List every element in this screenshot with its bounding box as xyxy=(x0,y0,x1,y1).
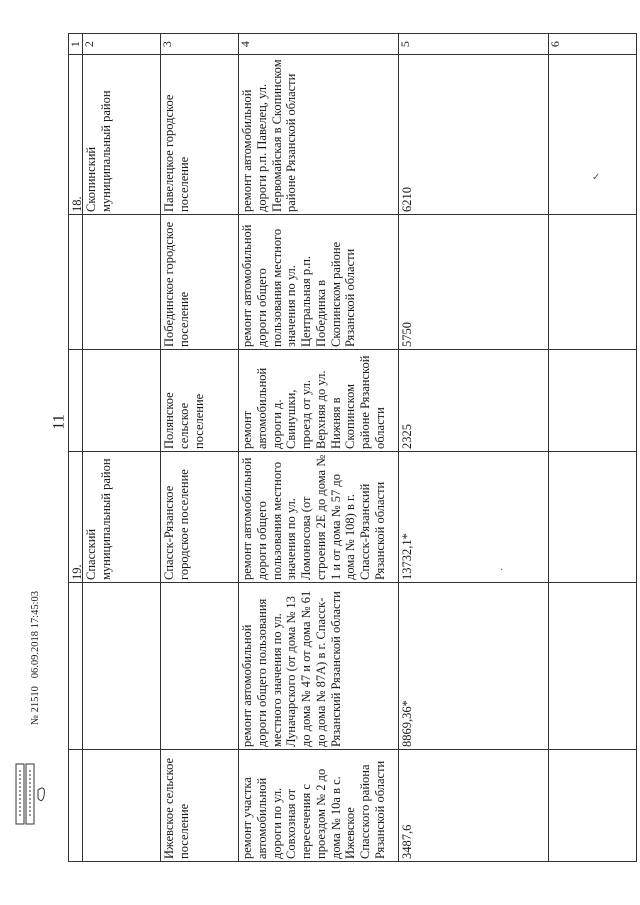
footer-stamp xyxy=(30,591,41,725)
table-row xyxy=(69,583,637,750)
column-header-text: 3 xyxy=(159,41,174,48)
cell-num-text: 18. xyxy=(70,196,84,212)
cell-work xyxy=(239,452,399,583)
cell-settlement-text: Побединское городское поселение xyxy=(162,221,191,347)
doc-datetime: 06.09.2018 17:45:03 xyxy=(30,591,41,679)
cell-num xyxy=(69,215,83,350)
cell-num xyxy=(69,452,83,583)
cell-work xyxy=(239,55,399,215)
cell-work-text: ремонт автомобильной дороги общего пользования местного значения по ул. Центральная р.п. Побединка в Скопинском районе Рязанской области xyxy=(240,224,358,347)
cell-amount xyxy=(399,750,549,862)
cell-district xyxy=(83,55,161,215)
page-number: 11 xyxy=(50,414,68,430)
table-row xyxy=(69,215,637,350)
doc-number: № 21510 xyxy=(30,686,41,725)
cell-num xyxy=(69,583,83,750)
column-header xyxy=(239,34,399,55)
cell-district-text: Спасский муниципальный район xyxy=(84,458,113,580)
cell-note xyxy=(549,583,637,750)
cell-num xyxy=(69,350,83,452)
cell-settlement-text: Полянское сельское поселение xyxy=(162,392,206,449)
cell-settlement-text: Ижевское сельское поселение xyxy=(162,757,191,859)
column-header-text: 1 xyxy=(67,41,82,48)
cell-amount-text: 6210 xyxy=(400,187,414,212)
cell-district xyxy=(83,215,161,350)
cell-num-text: 19. xyxy=(70,564,84,580)
cell-amount-text: 3487,6 xyxy=(400,824,414,859)
cell-amount xyxy=(399,55,549,215)
cell-note xyxy=(549,215,637,350)
cell-settlement xyxy=(161,55,239,215)
registry-logo-icon xyxy=(14,760,48,830)
cell-work xyxy=(239,215,399,350)
table-row xyxy=(69,350,637,452)
allocation-table xyxy=(68,33,637,862)
column-header xyxy=(549,34,637,55)
cell-work-text: ремонт автомобильной дороги общего пользования местного значения по ул. Ломоносова (от строения 2Е до дома № 1 и от дома № 57 до дома № 108) в г. Спасск-Рязанский Рязанской области xyxy=(240,454,387,580)
scan-dot-icon: · xyxy=(500,565,504,576)
table-row xyxy=(69,750,637,862)
scan-mark-icon: ✓ xyxy=(592,172,601,183)
cell-work-text: ремонт участка автомобильной дороги по ул. Совхозная от пересечения с проездом № 2 до дома № 10а в с. Ижевское Спасского района Рязанской области xyxy=(240,760,387,859)
cell-amount-text: 8869,36* xyxy=(400,700,414,747)
column-header-text: 4 xyxy=(237,41,252,48)
cell-num xyxy=(69,750,83,862)
table-row xyxy=(69,55,637,215)
column-header xyxy=(399,34,549,55)
table-row xyxy=(69,452,637,583)
cell-work-text: ремонт автомобильной дороги общего пользования местного значения по ул. Луначарского (от дома № 13 до дома № 47 и от дома № 61 до дома № 87А) в г. Спасск-Рязанский Рязанской области xyxy=(240,590,343,747)
cell-settlement xyxy=(161,215,239,350)
cell-work xyxy=(239,350,399,452)
column-header-text: 2 xyxy=(81,41,96,48)
cell-note xyxy=(549,750,637,862)
cell-district-text: Скопинский муниципальный район xyxy=(84,90,113,212)
cell-settlement-text: Спасск-Рязанское городское поселение xyxy=(162,469,191,580)
cell-amount-text: 13732,1* xyxy=(400,533,414,580)
column-header-text: 6 xyxy=(547,41,562,48)
cell-district xyxy=(83,452,161,583)
cell-work-text: ремонт автомобильной дороги д. Свинушки, проезд от ул. Верхняя до ул. Нижняя в Скопинском районе Рязанской области xyxy=(240,355,387,449)
cell-note xyxy=(549,55,637,215)
column-header-text: 5 xyxy=(397,41,412,48)
cell-amount-text: 5750 xyxy=(400,322,414,347)
header-row xyxy=(69,34,637,55)
cell-work-text: ремонт автомобильной дороги р.п. Павелец, ул. Первомайская в Скопинском районе Рязанской области xyxy=(240,59,299,212)
column-header xyxy=(69,34,83,55)
cell-settlement xyxy=(161,750,239,862)
cell-amount xyxy=(399,452,549,583)
column-header xyxy=(161,34,239,55)
cell-settlement-text: Павелецкое городское поселение xyxy=(162,94,191,212)
cell-note xyxy=(549,350,637,452)
cell-num xyxy=(69,55,83,215)
cell-work xyxy=(239,750,399,862)
cell-work xyxy=(239,583,399,750)
cell-amount xyxy=(399,215,549,350)
cell-district xyxy=(83,750,161,862)
cell-amount-text: 2325 xyxy=(400,424,414,449)
cell-settlement xyxy=(161,452,239,583)
cell-note xyxy=(549,452,637,583)
cell-amount xyxy=(399,583,549,750)
cell-settlement xyxy=(161,350,239,452)
cell-district xyxy=(83,583,161,750)
cell-district xyxy=(83,350,161,452)
column-header xyxy=(83,34,161,55)
cell-amount xyxy=(399,350,549,452)
cell-settlement xyxy=(161,583,239,750)
